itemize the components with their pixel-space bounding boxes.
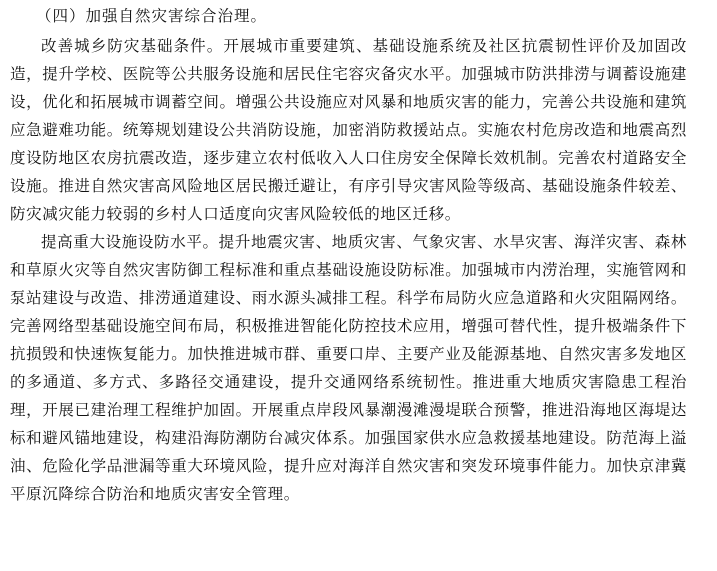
paragraph-body: 开展城市重要建筑、基础设施系统及社区抗震韧性评价及加固改造，提升学校、医院等公共服务设施和居民住宅容灾备灾水平。加强城市防洪排涝与调蓄设施建设，优化和拓展城市调蓄空间。增强公共设施应对风暴和地质灾害的能力，完善公共设施和建筑应急避难功能。统筹规划建设公共消防设施，加密消防救援站点。实施农村危房改造和地震高烈度设防地区农房抗震改造，逐步建立农村低收入人口住房安全保障长效机制。完善农村道路安全设施。推进自然灾害高风险地区居民搬迁避让，有序引导灾害风险等级高、基础设施条件较差、防灾减灾能力较弱的乡村人口适度向灾害风险较低的地区迁移。 <box>10 37 687 223</box>
paragraph-body: 提升地震灾害、地质灾害、气象灾害、水旱灾害、海洋灾害、森林和草原火灾等自然灾害防御工程标准和重点基础设施设防标准。加强城市内涝治理，实施管网和泵站建设与改造、排涝通道建设、雨水源头减排工程。科学布局防火应急道路和火灾阻隔网络。完善网络型基础设施空间布局，积极推进智能化防控技术应用，增强可替代性，提升极端条件下抗损毁和快速恢复能力。加快推进城市群、重要口岸、主要产业及能源基地、自然灾害多发地区的多通道、多方式、多路径交通建设，提升交通网络系统韧性。推进重大地质灾害隐患工程治理，开展已建治理工程维护加固。开展重点岸段风暴潮漫滩漫堤联合预警，推进沿海地区海堤达标和避风锚地建设，构建沿海防潮防台减灾体系。加强国家供水应急救援基地建设。防范海上溢油、危险化学品泄漏等重大环境风险，提升应对海洋自然灾害和突发环境事件能力。加快京津冀平原沉降综合防治和地质灾害安全管理。 <box>10 233 687 503</box>
paragraph-disaster-prevention <box>10 32 687 228</box>
paragraph-lead: 提高重大设施设防水平。 <box>41 233 219 251</box>
section-title: （四）加强自然灾害综合治理。 <box>36 7 268 25</box>
paragraph-facility-fortification <box>10 228 687 508</box>
paragraph-lead: 改善城乡防灾基础条件。 <box>41 37 224 55</box>
